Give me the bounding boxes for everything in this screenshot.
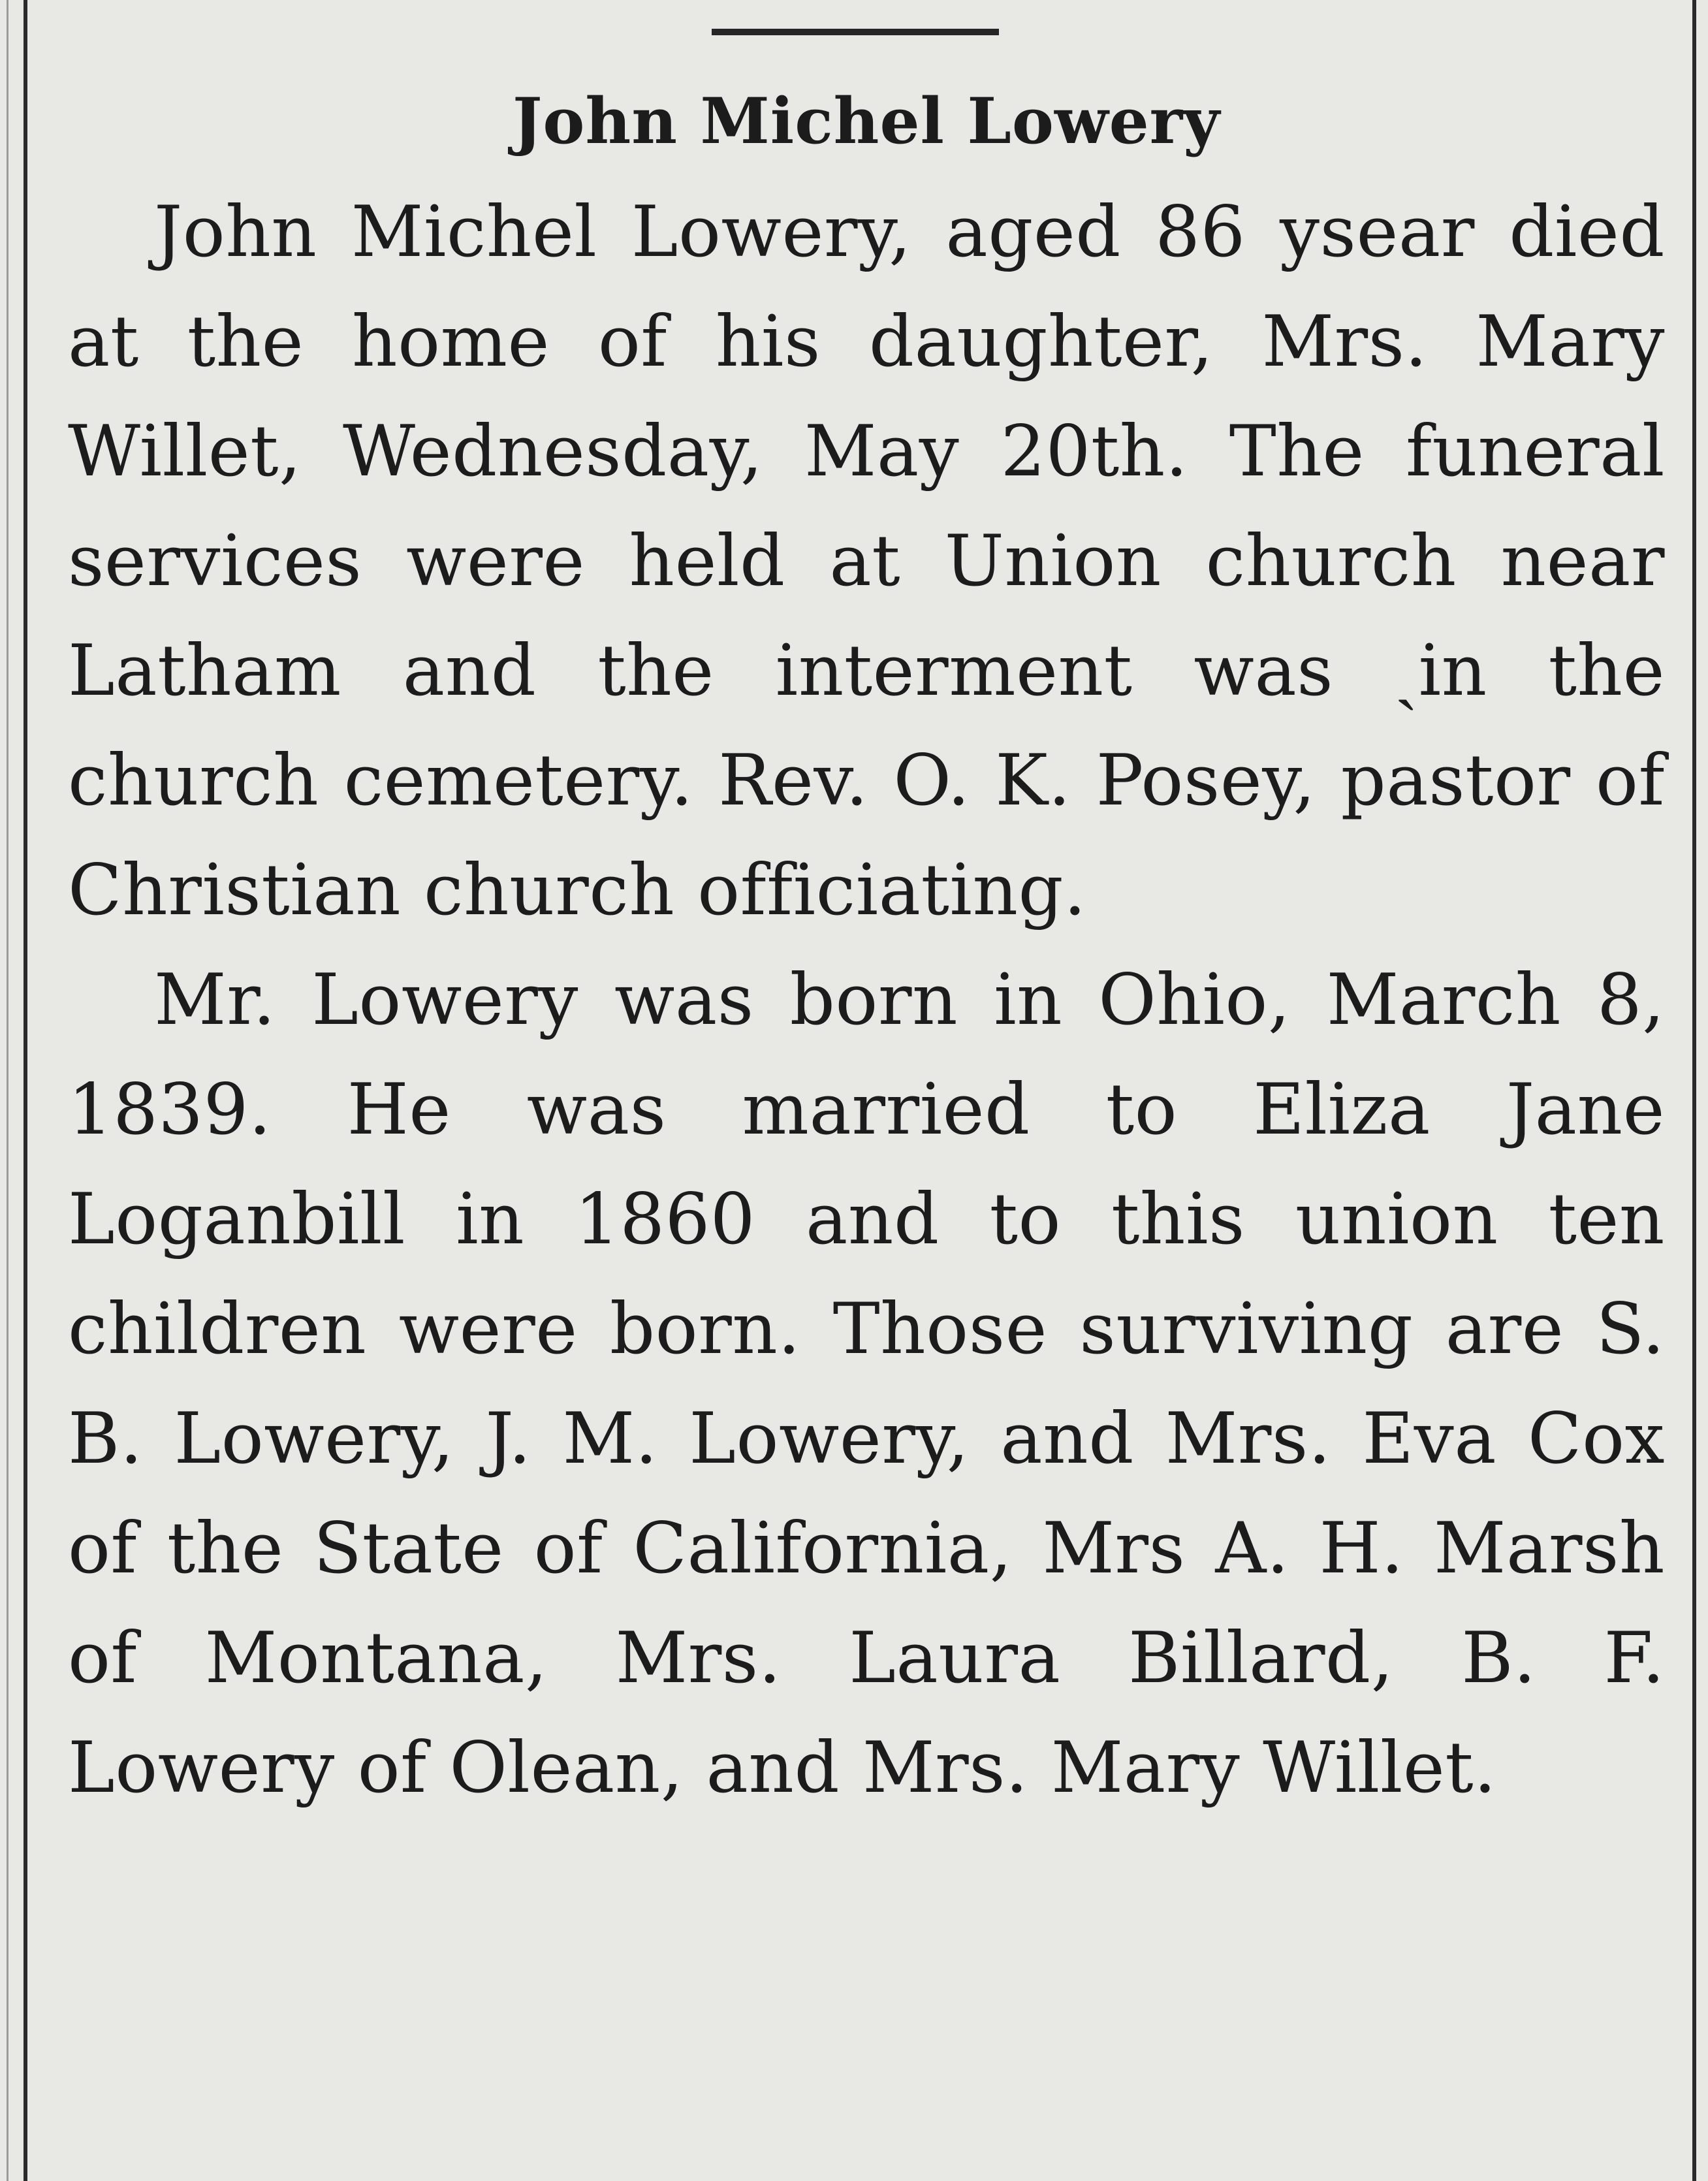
column-rule-faint <box>7 0 8 2181</box>
paragraph-text: Mr. Lowery was born in Ohio, March 8, 1839. He was married to Eliza Jane Loganbill in 1860 and to this union ten children were born. Those surviving are S. B. Lowery, J. M. Lowery, and Mrs. Eva Cox of the State of California, Mrs A. H. Marsh of Montana, Mrs. Laura Billard, B. F. Lowery of Olean, and Mrs. Mary Willet. <box>68 959 1665 1809</box>
column-rule-right <box>1692 0 1696 2181</box>
paragraph-text: John Michel Lowery, aged 86 ysear died at the home of his daughter, Mrs. Mary Willet, Wednesday, May 20th. The funeral services were held at Union church near Latham and the interment was ˎin the church cemetery. Rev. O. K. Posey, pastor of Christian church officiating. <box>68 191 1665 931</box>
obituary-column <box>68 65 1665 1823</box>
headline-divider <box>712 29 999 35</box>
obituary-paragraph-2 <box>68 946 1665 1823</box>
obituary-paragraph-1 <box>68 178 1665 946</box>
obituary-headline: John Michel Lowery <box>512 84 1221 158</box>
column-rule-left <box>24 0 27 2181</box>
